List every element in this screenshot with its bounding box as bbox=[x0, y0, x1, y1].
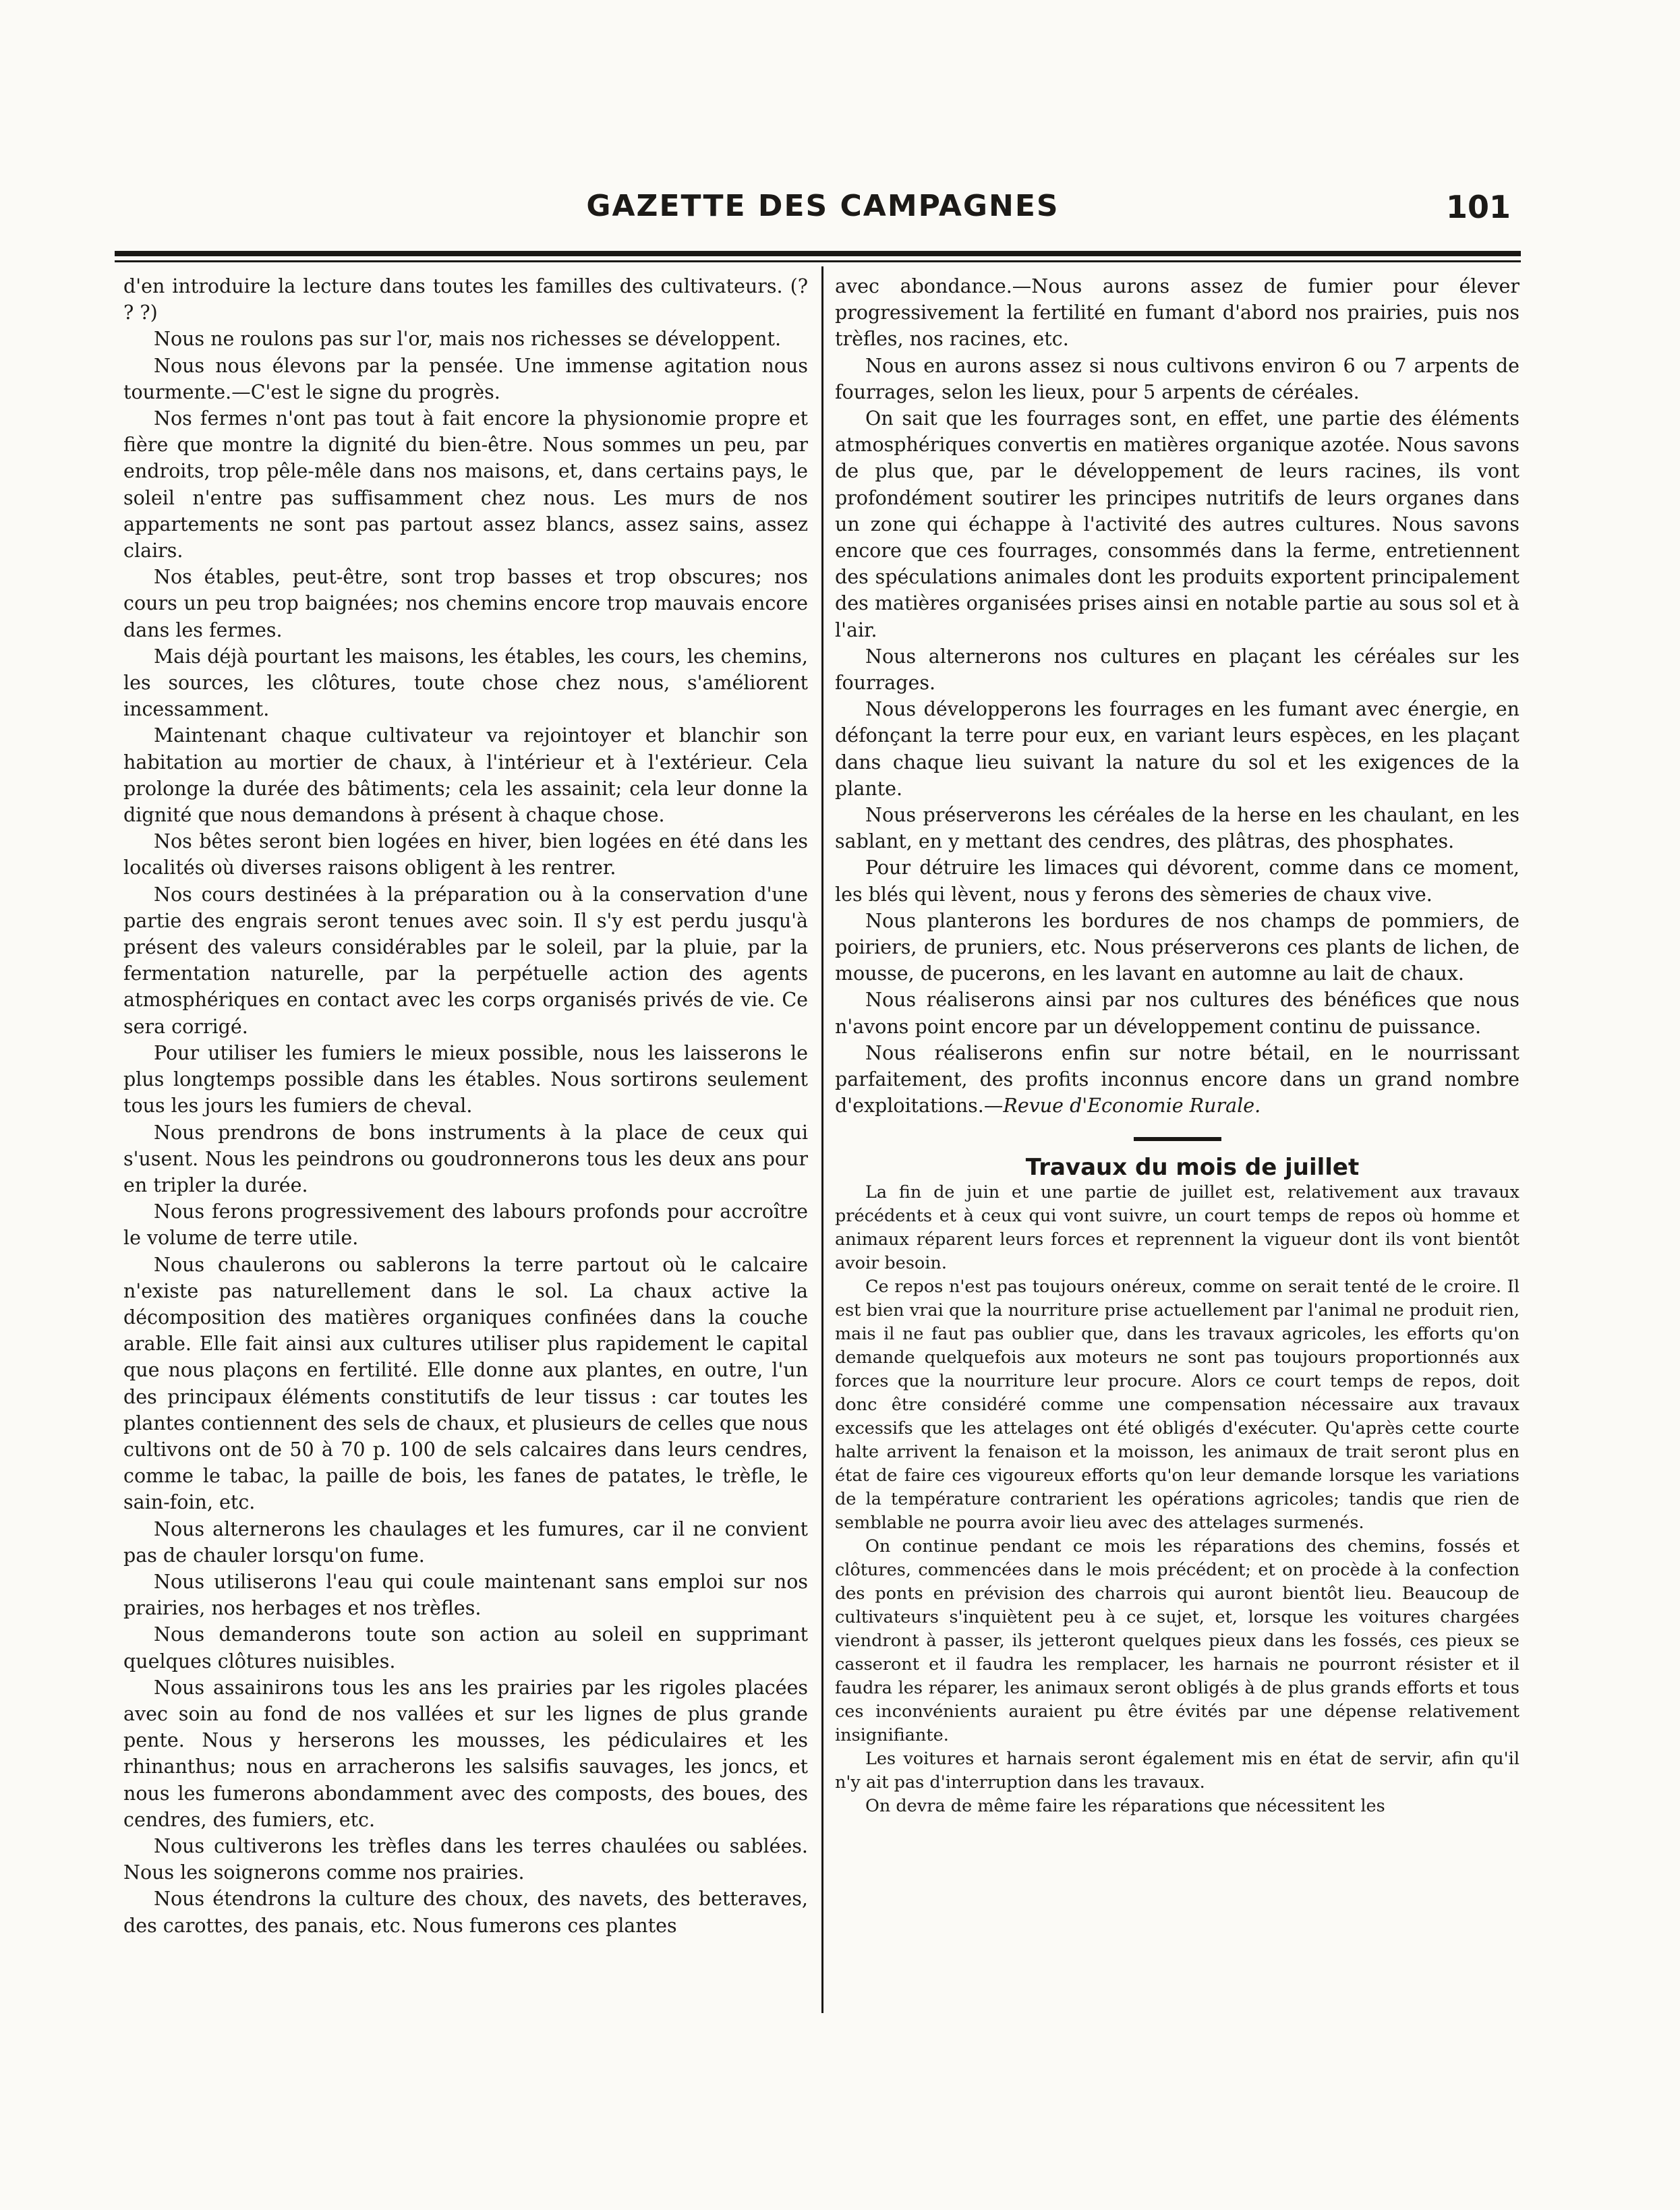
page-number: 101 bbox=[1445, 189, 1511, 225]
paragraph: Pour détruire les limaces qui dévorent, comme dans ce moment, les blés qui lèvent, nous y ferons des sèmeries de chaux vive. bbox=[835, 856, 1519, 906]
paragraph: Nous demanderons toute son action au soleil en supprimant quelques clôtures nuisibles. bbox=[123, 1623, 808, 1673]
source-citation: Revue d'Economie Rurale. bbox=[1003, 1095, 1261, 1117]
paragraph: Nos fermes n'ont pas tout à fait encore la physionomie propre et fière que montre la dignité du bien-être. Nous sommes un peu, par endroits, trop pêle-mêle dans nos maisons, et, dans certains pays, le soleil n'entre pas suffisamment chez nous. Les murs de nos appartements ne sont pas partout assez blancs, assez sains, assez clairs. bbox=[123, 407, 808, 562]
paragraph: Nous cultiverons les trèfles dans les terres chaulées ou sablées. Nous les soignerons comme nos prairies. bbox=[123, 1834, 808, 1884]
newspaper-title: GAZETTE DES CAMPAGNES bbox=[586, 189, 1060, 223]
paragraph: On continue pendant ce mois les réparations des chemins, fossés et clôtures, commencées dans le mois précédent; et on procède à la confection des ponts en prévision des charrois qui auront bientôt lieu. Beaucoup de cultivateurs s'inquiètent peu à ce sujet, et, lorsque les voitures chargées viendront à passer, ils jetteront quelques pieux dans les fossés, ces pieux se casseront et il faudra les remplacer, les harnais ne pourront résister et il faudra les réparer, les animaux seront obligés à de plus grands efforts et tous ces inconvénients auraient pu être évités par une dépense relativement insignifiante. bbox=[835, 1536, 1519, 1745]
paragraph: Nos bêtes seront bien logées en hiver, bien logées en été dans les localités où diverses raisons obligent à les rentrer. bbox=[123, 830, 808, 879]
left-column bbox=[123, 273, 808, 1939]
paragraph: Nous prendrons de bons instruments à la place de ceux qui s'usent. Nous les peindrons ou goudronnerons tous les deux ans pour en tripler la durée. bbox=[123, 1121, 808, 1196]
section-title: Travaux du mois de juillet bbox=[1025, 1153, 1360, 1181]
paragraph: Nous étendrons la culture des choux, des navets, des betteraves, des carottes, des panais, etc. Nous fumerons ces plantes bbox=[123, 1888, 808, 1937]
paragraph: On devra de même faire les réparations que nécessitent les bbox=[865, 1795, 1385, 1816]
paragraph: Nous planterons les bordures de nos champs de pommiers, de poiriers, de pruniers, etc. Nous préserverons ces plants de lichen, de mousse, de pucerons, en les lavant en automne au lait de chaux. bbox=[835, 909, 1519, 985]
paragraph: avec abondance.—Nous aurons assez de fumier pour élever progressivement la fertilité en fumant d'abord nos prairies, puis nos trèfles, nos racines, etc. bbox=[835, 275, 1519, 351]
paragraph: Maintenant chaque cultivateur va rejointoyer et blanchir son habitation au mortier de chaux, à l'intérieur et à l'extérieur. Cela prolonge la durée des bâtiments; cela les assainit; cela leur donne la dignité que nous demandons à présent à chaque chose. bbox=[123, 724, 808, 827]
paragraph-text: Nous réaliserons enfin sur notre bétail, en le nourrissant parfaitement, des profits inconnus encore dans un grand nombre d'exploitations.— bbox=[835, 1041, 1519, 1117]
section-body bbox=[835, 1181, 1519, 1818]
paragraph: Nous préserverons les céréales de la herse en les chaulant, en les sablant, en y mettant des cendres, des plâtras, des phosphates. bbox=[835, 804, 1519, 853]
paragraph: Nous en aurons assez si nous cultivons environ 6 ou 7 arpents de fourrages, selon les lieux, pour 5 arpents de céréales. bbox=[835, 354, 1519, 403]
paragraph: Nous alternerons les chaulages et les fumures, car il ne convient pas de chauler lorsqu'on fume. bbox=[123, 1517, 808, 1567]
paragraph: d'en introduire la lecture dans toutes les familles des cultivateurs. (? ? ?) bbox=[123, 275, 808, 324]
paragraph: Nous réaliserons ainsi par nos cultures des bénéfices que nous n'avons point encore par un développement continu de puissance. bbox=[835, 989, 1519, 1038]
paragraph: Nous chaulerons ou sablerons la terre partout où le calcaire n'existe pas naturellement dans le sol. La chaux active la décomposition des matières organiques confinées dans la couche arable. Elle fait ainsi aux cultures utiliser plus rapidement le capital que nous plaçons en fertilité. Elle donne aux plantes, en outre, l'un des principaux éléments constitutifs de leur tissus : car toutes les plantes contiennent des sels de chaux, et plusieurs de celles que nous cultivons ont de 50 à 70 p. 100 de sels calcaires dans leurs cendres, comme le tabac, la paille de bois, les fanes de patates, le trèfle, le sain-foin, etc. bbox=[123, 1253, 808, 1514]
paragraph: Mais déjà pourtant les maisons, les étables, les cours, les chemins, les sources, les clôtures, toute chose chez nous, s'améliorent incessamment. bbox=[123, 645, 808, 721]
paragraph: Pour utiliser les fumiers le mieux possible, nous les laisserons le plus longtemps possible dans les étables. Nous sortirons seulement tous les jours les fumiers de cheval. bbox=[123, 1041, 808, 1117]
paragraph: La fin de juin et une partie de juillet est, relativement aux travaux précédents et à ceux qui vont suivre, un court temps de repos où homme et animaux réparent leurs forces et reprennent la vigueur dont ils vont bientôt avoir besoin. bbox=[835, 1182, 1519, 1273]
paragraph: Nous alternerons nos cultures en plaçant les céréales sur les fourrages. bbox=[835, 645, 1519, 695]
paragraph: Les voitures et harnais seront également mis en état de servir, afin qu'il n'y ait pas d'interruption dans les travaux. bbox=[835, 1748, 1519, 1793]
paragraph: Nous nous élevons par la pensée. Une immense agitation nous tourmente.—C'est le signe du progrès. bbox=[123, 354, 808, 403]
paragraph: Nous ne roulons pas sur l'or, mais nos richesses se développent. bbox=[154, 328, 782, 351]
header-rule bbox=[115, 251, 1521, 256]
right-column bbox=[835, 273, 1519, 1818]
paragraph: Nous développerons les fourrages en les fumant avec énergie, en défonçant la terre pour eux, en variant leurs espèces, en les plaçant dans chaque lieu suivant la nature du sol et les exigences de la plante. bbox=[835, 698, 1519, 800]
paragraph: Nos étables, peut-être, sont trop basses et trop obscures; nos cours un peu trop baignées; nos chemins encore trop mauvais encore dans les fermes. bbox=[123, 566, 808, 641]
paragraph: Nos cours destinées à la préparation ou à la conservation d'une partie des engrais seront tenues avec soin. Il s'y est perdu jusqu'à présent des valeurs considérables par le soleil, par la pluie, par la fermentation naturelle, par la perpétuelle action des agents atmosphériques en contact avec les corps organisés privés de vie. Ce sera corrigé. bbox=[123, 883, 808, 1038]
page-header bbox=[115, 189, 1531, 229]
paragraph: On sait que les fourrages sont, en effet, une partie des éléments atmosphériques convertis en matières organique azotée. Nous savons de plus que, par le développement de leurs racines, ils vont profondément soutirer les principes nutritifs de leurs organes dans un zone qui échappe à l'activité des autres cultures. Nous savons encore que ces fourrages, consommés dans la ferme, entretiennent des spéculations animales dont les produits exportent principalement des matières organisées prises ainsi en notable partie au sous sol et à l'air. bbox=[835, 407, 1519, 641]
section-divider bbox=[1134, 1137, 1221, 1141]
paragraph: Ce repos n'est pas toujours onéreux, comme on serait tenté de le croire. Il est bien vrai que la nourriture prise actuellement par l'animal ne produit rien, mais il ne faut pas oublier que, dans les travaux agricoles, les efforts qu'on demande quelquefois aux moteurs ne sont pas toujours proportionnés aux forces que la nourriture leur procure. Alors ce court temps de repos, doit donc être considéré comme une compensation nécessaire aux travaux excessifs que les attelages ont été obligés d'exécuter. Qu'après cette courte halte arrivent la fenaison et la moisson, les animaux de trait seront plus en état de faire ces vigoureux efforts qu'on leur demande lorsque les variations de la température contrarient les opérations agricoles; tandis que rien de semblable ne pourra avoir lieu avec des attelages surmenés. bbox=[835, 1276, 1519, 1533]
paragraph-with-source bbox=[835, 1040, 1519, 1119]
paragraph: Nous ferons progressivement des labours profonds pour accroître le volume de terre utile. bbox=[123, 1200, 808, 1250]
header-rule-thin bbox=[115, 260, 1521, 262]
paragraph: Nous assainirons tous les ans les prairies par les rigoles placées avec soin au fond de nos vallées et sur les lignes de plus grande pente. Nous y herserons les mousses, les pédiculaires et les rhinanthus; nous en arracherons les salsifis sauvages, les joncs, et nous les fumerons abondamment avec des composts, des boues, des cendres, des fumiers, etc. bbox=[123, 1676, 808, 1831]
paragraph: Nous utiliserons l'eau qui coule maintenant sans emploi sur nos prairies, nos herbages et nos trèfles. bbox=[123, 1570, 808, 1620]
column-divider bbox=[821, 266, 823, 2013]
